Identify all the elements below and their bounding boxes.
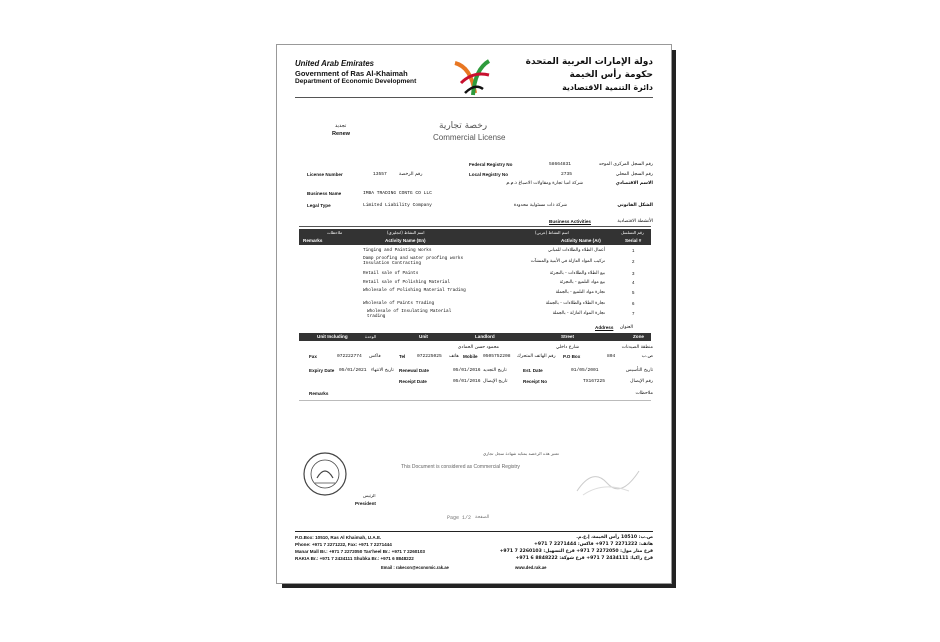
footer-phone-en: Phone: +971 7 2271222, Fax: +971 7 2271444 (295, 542, 392, 547)
activities-heading: Business Activities (549, 219, 591, 224)
address-table-header (299, 333, 651, 341)
license-number-value: 13557 (373, 172, 387, 177)
footer-address-ar: ص.ب: 10510 رأس الخيمة، إ.ع.م. (576, 535, 653, 540)
receipt-no-label: Receipt No (523, 379, 547, 384)
license-number-label: License Number (307, 172, 343, 177)
col-serial: Serial # (625, 238, 642, 243)
col-unit-ar: الوحدة (365, 334, 377, 339)
page-indicator: Page 1/2 (447, 515, 472, 521)
activity-serial: 4 (632, 280, 635, 285)
activity-en: Wholesale of Polishing Material Trading (363, 288, 466, 293)
official-stamp-icon (301, 450, 349, 498)
activity-ar: تجارة المواد العازلة - بالجملة (552, 311, 605, 316)
activity-en: Damp proofing and water proofing works Insulation Contracting (363, 256, 464, 266)
receipt-date-value: 05/01/2016 (453, 379, 481, 384)
receipt-date-label: Receipt Date (399, 379, 427, 384)
legal-type-label: Legal Type (307, 203, 331, 208)
expiry-date-ar: تاريخ الانتهاء (371, 368, 394, 373)
local-registry-label: Local Registry No (469, 172, 509, 177)
footer-branches-en: Manar Mall Br.: +971 7 2272050 Tas'heel Br.: +971 7 2260103 (295, 549, 425, 554)
local-registry-ar: رقم السجل المحلي (615, 172, 653, 177)
address-heading-ar: العنوان (619, 325, 633, 330)
renewal-date-value: 05/01/2016 (453, 368, 481, 373)
footer-phone-ar: هاتف: 2271222 7 971+ فاكس: 2271444 7 971+ (534, 542, 653, 547)
col-street: Street (561, 334, 575, 339)
col-activity-en: Activity Name (En) (385, 238, 426, 243)
pobox-label: P.O Box (563, 354, 581, 359)
page-indicator-ar: الصفحة (475, 515, 490, 520)
department-ar: دائرة التنمية الاقتصادية (562, 83, 653, 92)
trade-name-ar-value: شركة امبا تجارة ومقاولات الاصباغ ذ.م.م (506, 181, 583, 186)
fax-label: Fax (309, 354, 317, 359)
col-unit-including: Unit Including (317, 334, 348, 339)
col-activity-en-ar: اسم النشاط (انجليزي) (387, 230, 425, 235)
renew-ar: تجديد (335, 123, 347, 129)
footer-branches2-en: RAKIA Br.: +971 7 2434111 Shubka Br.: +971 6 8848222 (295, 556, 414, 561)
legal-type-value: Limited Liability Company (363, 203, 432, 208)
pobox-value: 804 (607, 354, 616, 359)
activity-serial: 5 (632, 290, 635, 295)
mobile-ar: رقم الهاتف المتحرك (517, 354, 556, 359)
header-rule (295, 97, 653, 98)
activity-serial: 2 (632, 259, 635, 264)
footer-branches-ar: فرع منار مول: 2272050 7 971+ فرع التسهيل: 2260103 7 971+ (499, 549, 653, 554)
col-activity-ar-ar: اسم النشاط (عربي) (535, 230, 569, 235)
activity-ar: تجارة الطلاء والطلاءات - بالجملة (545, 301, 605, 306)
mobile-value: 0505752208 (483, 354, 511, 359)
remarks-label: Remarks (309, 391, 329, 396)
ded-logo-icon (449, 53, 497, 101)
legal-type-ar-label: الشكل القانوني (617, 203, 653, 208)
landlord-value: محمود حسن الحمادي (457, 345, 499, 350)
title-ar: رخصة تجارية (439, 121, 488, 131)
registry-note: This Document is considered as Commercial Registry (401, 464, 520, 470)
fax-value: 072222774 (337, 354, 362, 359)
activity-en: Wholesale of Insulating Material trading (367, 309, 452, 319)
fax-ar: فاكس (369, 354, 381, 359)
est-date-label: Est. Date (523, 368, 543, 373)
tel-value: 072225025 (417, 354, 442, 359)
activity-serial: 6 (632, 301, 635, 306)
government-en: Government of Ras Al-Khaimah (295, 69, 408, 78)
legal-type-ar-value: شركة ذات مسئولية محدودة (513, 203, 567, 208)
address-heading: Address (595, 325, 614, 330)
receipt-no-ar: رقم الإيصال (630, 379, 653, 384)
document-title: Commercial License (433, 133, 506, 142)
col-serial-ar: رقم التسلسل (621, 230, 644, 235)
renew-label: Renew (332, 131, 351, 137)
footer-rule (295, 531, 653, 532)
activity-en: Retail sale of Polishing Material (363, 280, 450, 285)
federal-registry-ar: رقم السجل المركزي الموحد (598, 162, 653, 167)
pobox-ar: ص.ب (641, 354, 653, 359)
col-activity-ar: Activity Name (Ar) (561, 238, 601, 243)
col-zone: Zone (633, 334, 644, 339)
trade-name-ar-label: الاسم الاقتصادي (615, 181, 653, 186)
activity-ar: أعمال الطلاء والطلاءات للمباني (547, 248, 605, 253)
est-date-value: 01/05/2001 (571, 368, 599, 373)
expiry-date-value: 05/01/2021 (339, 368, 367, 373)
activity-serial: 1 (632, 248, 635, 253)
business-name-value: IMBA TRADING CONTG CO LLC (363, 191, 432, 196)
activity-ar: تركيب المواد العازلة في الأبنية والمنشآت (530, 259, 605, 264)
activities-heading-ar: الأنشطة الاقتصادية (617, 219, 653, 224)
federal-registry-value: 58664831 (549, 162, 572, 167)
footer-branches2-ar: فرع راكيا: 2434111 7 971+ فرع شوكة: 8848222 6 971+ (515, 556, 653, 561)
dates-rule (299, 400, 651, 401)
activity-en: Tinging and Painting Works (363, 248, 432, 253)
activities-rule (299, 226, 651, 227)
president-ar: الرئيس (363, 493, 376, 498)
col-remarks: Remarks (303, 238, 323, 243)
registry-note-ar: تعتبر هذه الرخصة بمثابة شهادة سجل تجاري (483, 451, 559, 456)
footer-website[interactable]: www.ded.rak.ae (515, 565, 547, 570)
activity-ar: بيع الطلاء والطلاءات - بالتجزئة (549, 271, 605, 276)
expiry-date-label: Expiry Date (309, 368, 335, 373)
president-label: President (355, 501, 376, 506)
activity-en: Retail sale of Paints (363, 271, 419, 276)
col-remarks-ar: ملاحظات (327, 230, 343, 235)
col-unit: Unit (419, 334, 428, 339)
renewal-date-ar: تاريخ التجديد (483, 368, 507, 373)
remarks-ar: ملاحظات (635, 391, 653, 396)
zone-value: منطقة الصيدنات (621, 345, 653, 350)
receipt-date-ar: تاريخ الإيصال (483, 379, 508, 384)
activity-ar: بيع مواد التلميع - بالتجزئة (559, 280, 605, 285)
footer-address-en: P.O.Box: 10510, Ras Al Khaimah, U.A.E. (295, 535, 382, 540)
tel-ar: هاتف (449, 354, 459, 359)
country-ar: دولة الإمارات العربية المتحدة (525, 57, 653, 67)
signature-scribble-icon (573, 461, 643, 501)
mobile-label: Mobile (463, 354, 478, 359)
activity-serial: 7 (632, 311, 635, 316)
est-date-ar: تاريخ التأسيس (625, 368, 653, 373)
department-en: Department of Economic Development (295, 78, 417, 85)
license-number-ar: رقم الرخصة (399, 172, 423, 177)
activity-serial: 3 (632, 271, 635, 276)
col-landlord: Landlord (475, 334, 495, 339)
footer-email[interactable]: Email : rakecon@economic.rak.ae (381, 565, 449, 570)
activity-en: Wholesale of Paints Trading (363, 301, 435, 306)
license-document (276, 44, 672, 584)
street-value: شارع داخلي (555, 345, 579, 350)
renewal-date-label: Renewal Date (399, 368, 429, 373)
activities-table-header (299, 229, 651, 245)
tel-label: Tel (399, 354, 406, 359)
activity-ar: تجارة مواد التلميع - بالجملة (555, 290, 605, 295)
country-en: United Arab Emirates (295, 59, 375, 68)
receipt-no-value: TX167225 (583, 379, 606, 384)
federal-registry-label: Federal Registry No (469, 162, 513, 167)
business-name-label: Business Name (307, 191, 342, 196)
local-registry-value: 2735 (561, 172, 573, 177)
government-ar: حكومة رأس الخيمة (569, 70, 653, 80)
